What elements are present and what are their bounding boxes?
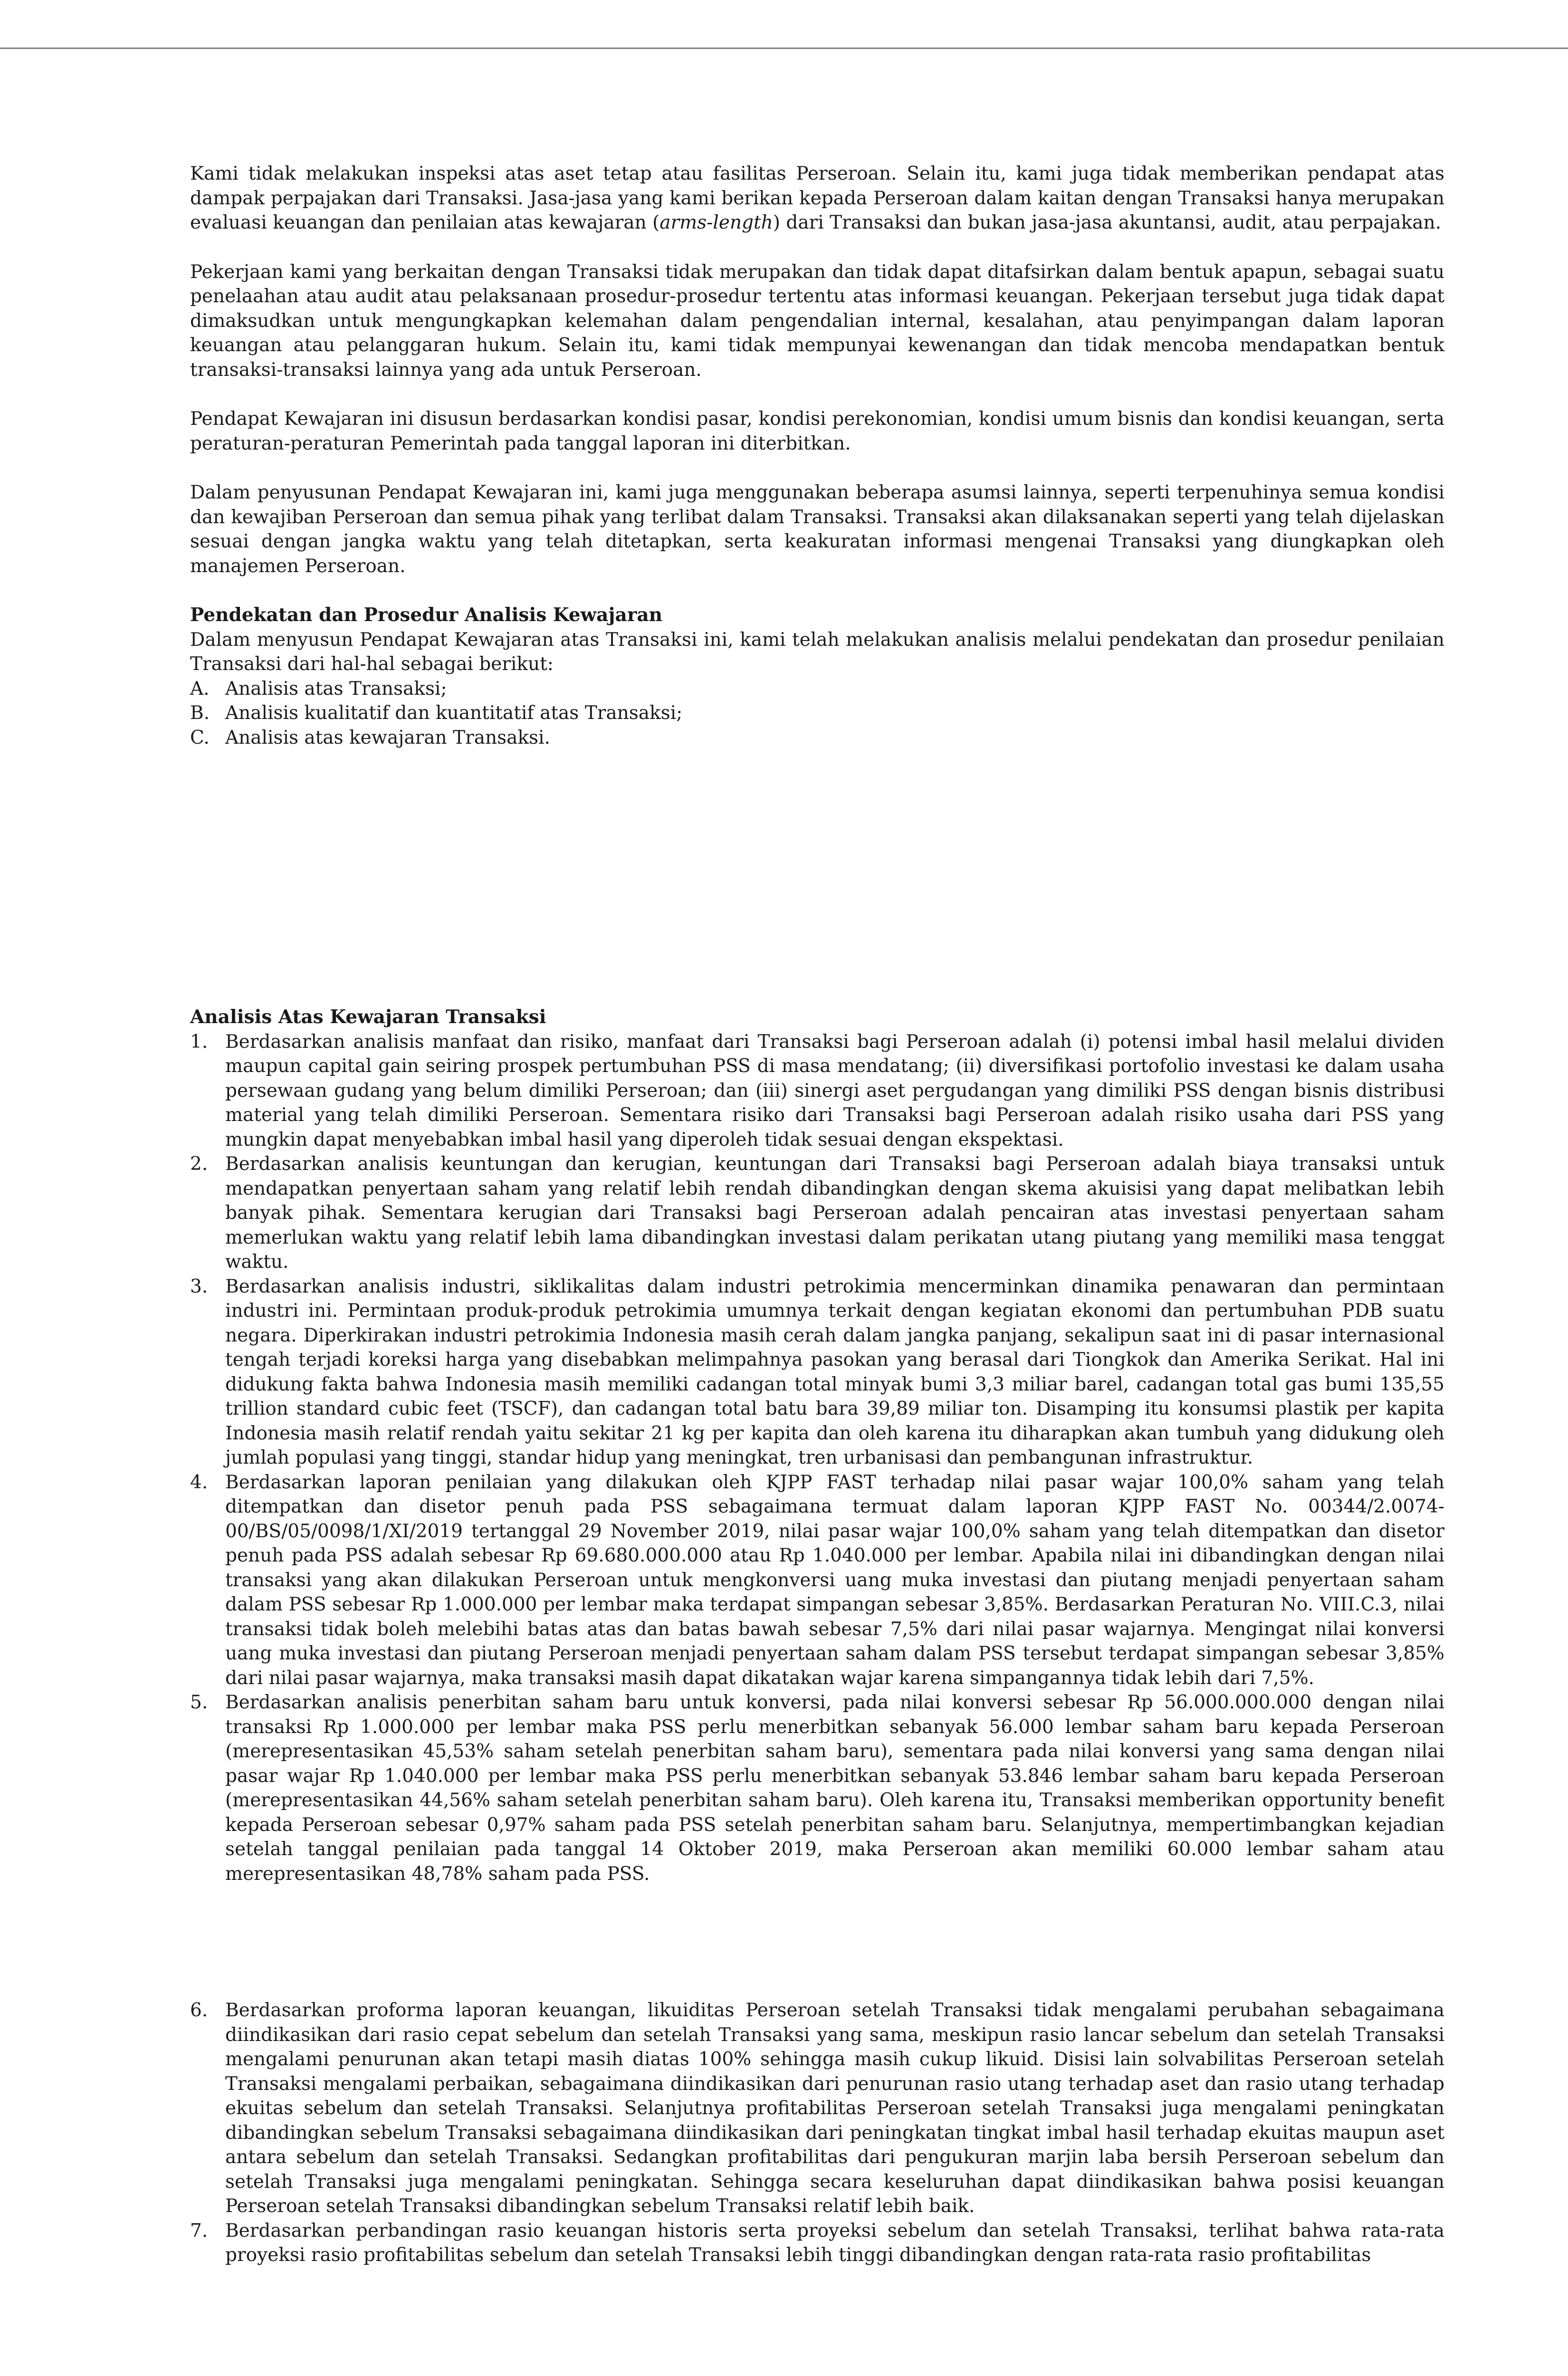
list-item: A. Analisis atas Transaksi; [190, 678, 447, 699]
list-item: 1. Berdasarkan analisis manfaat dan risiko, manfaat dari Transaksi bagi Perseroan adalah (i) potensi imbal hasil melalui dividen maupun capital gain seiring prospek pertumbuhan PSS di masa mendatang; (ii) diversifikasi portofolio investasi ke dalam usaha persewaan gudang yang belum dimiliki Perseroan; dan (iii) sinergi aset pergudangan yang dimiliki PSS dengan bisnis distribusi material yang telah dimiliki Perseroan. Sementara risiko dari Transaksi bagi Perseroan adalah risiko usaha dari PSS yang mungkin dapat menyebabkan imbal hasil yang diperoleh tidak sesuai dengan ekspektasi. [190, 1031, 1444, 1150]
paragraph-assumptions: Dalam penyusunan Pendapat Kewajaran ini, kami juga menggunakan beberapa asumsi lainnya, seperti terpenuhinya semua kondisi dan kewajiban Perseroan dan semua pihak yang terlibat dalam Transaksi. Transaksi akan dilaksanakan seperti yang telah dijelaskan sesuai dengan jangka waktu yang telah ditetapkan, serta keakuratan informasi mengenai Transaksi yang diungkapkan oleh manajemen Perseroan. [190, 482, 1444, 577]
list-item: 5. Berdasarkan analisis penerbitan saham baru untuk konversi, pada nilai konversi sebesar Rp 56.000.000.000 dengan nilai transaksi Rp 1.000.000 per lembar maka PSS perlu menerbitkan sebanyak 56.000 lembar saham baru kepada Perseroan (merepresentasikan 45,53% saham setelah penerbitan saham baru), sementara pada nilai konversi yang sama dengan nilai pasar wajar Rp 1.040.000 per lembar maka PSS perlu menerbitkan sebanyak 53.846 lembar saham baru kepada Perseroan (merepresentasikan 44,56% saham setelah penerbitan saham baru). Oleh karena itu, Transaksi memberikan opportunity benefit kepada Perseroan sebesar 0,97% saham pada PSS setelah penerbitan saham baru. Selanjutnya, mempertimbangkan kejadian setelah tanggal penilaian pada tanggal 14 Oktober 2019, maka Perseroan akan memiliki 60.000 lembar saham atau merepresentasikan 48,78% saham pada PSS. [190, 1692, 1444, 1885]
top-rule [0, 48, 1568, 49]
arms-length-term: arms-length [660, 212, 773, 233]
paragraph-scope: Pekerjaan kami yang berkaitan dengan Transaksi tidak merupakan dan tidak dapat ditafsirkan dalam bentuk apapun, sebagai suatu penelaahan atau audit atau pelaksanaan prosedur-prosedur tertentu atas informasi keuangan. Pekerjaan tersebut juga tidak dapat dimaksudkan untuk mengungkapkan kelemahan dalam pengendalian internal, kesalahan, atau penyimpangan dalam laporan keuangan atau pelanggaran hukum. Selain itu, kami tidak mempunyai kewenangan dan tidak mencoba mendapatkan bentuk transaksi-transaksi lainnya yang ada untuk Perseroan. [190, 261, 1444, 381]
fairness-section-continued [190, 1998, 1444, 2268]
fairness-section [190, 1005, 1444, 1886]
paragraph-basis: Pendapat Kewajaran ini disusun berdasarkan kondisi pasar, kondisi perekonomian, kondisi umum bisnis dan kondisi keuangan, serta peraturan-peraturan Pemerintah pada tanggal laporan ini diterbitkan. [190, 408, 1444, 454]
list-item: B. Analisis kualitatif dan kuantitatif atas Transaksi; [190, 702, 683, 724]
approach-text: Dalam menyusun Pendapat Kewajaran atas Transaksi ini, kami telah melakukan analisis melalui pendekatan dan prosedur penilaian Transaksi dari hal-hal sebagai berikut: [190, 629, 1444, 675]
list-item: 7. Berdasarkan perbandingan rasio keuangan historis serta proyeksi sebelum dan setelah Transaksi, terlihat bahwa rata-rata proyeksi rasio profitabilitas sebelum dan setelah Transaksi lebih tinggi dibandingkan dengan rata-rata rasio profitabilitas [190, 2220, 1444, 2266]
list-item: 2. Berdasarkan analisis keuntungan dan kerugian, keuntungan dari Transaksi bagi Perseroan adalah biaya transaksi untuk mendapatkan penyertaan saham yang relatif lebih rendah dibandingkan dengan skema akuisisi yang dapat melibatkan lebih banyak pihak. Sementara kerugian dari Transaksi bagi Perseroan adalah pencairan atas investasi penyertaan saham memerlukan waktu yang relatif lebih lama dibandingkan investasi dalam perikatan utang piutang yang memiliki masa tenggat waktu. [190, 1153, 1444, 1273]
list-item: 4. Berdasarkan laporan penilaian yang dilakukan oleh KJPP FAST terhadap nilai pasar wajar 100,0% saham yang telah ditempatkan dan disetor penuh pada PSS sebagaimana termuat dalam laporan KJPP FAST No. 00344/2.0074-00/BS/05/0098/1/XI/2019 tertanggal 29 November 2019, nilai pasar wajar 100,0% saham yang telah ditempatkan dan disetor penuh pada PSS adalah sebesar Rp 69.680.000.000 atau Rp 1.040.000 per lembar. Apabila nilai ini dibandingkan dengan nilai transaksi yang akan dilakukan Perseroan untuk mengkonversi uang muka investasi dan piutang menjadi penyertaan saham dalam PSS sebesar Rp 1.000.000 per lembar maka terdapat simpangan sebesar 3,85%. Berdasarkan Peraturan No. VIII.C.3, nilai transaksi tidak boleh melebihi batas atas dan batas bawah sebesar 7,5% dari nilai pasar wajarnya. Mengingat nilai konversi uang muka investasi dan piutang Perseroan menjadi penyertaan saham dalam PSS tersebut terdapat simpangan sebesar 3,85% dari nilai pasar wajarnya, maka transaksi masih dapat dikatakan wajar karena simpangannya tidak lebih dari 7,5%. [190, 1471, 1444, 1689]
list-item: C. Analisis atas kewajaran Transaksi. [190, 727, 550, 748]
paragraph-inspection: Kami tidak melakukan inspeksi atas aset tetap atau fasilitas Perseroan. Selain itu, kami juga tidak memberikan pendapat atas dampak perpajakan dari Transaksi. Jasa-jasa yang kami berikan kepada Perseroan dalam kaitan dengan Transaksi hanya merupakan evaluasi keuangan dan penilaian atas kewajaran (arms-length) dari Transaksi dan bukan jasa-jasa akuntansi, audit, atau perpajakan. [190, 163, 1444, 233]
fairness-heading: Analisis Atas Kewajaran Transaksi [190, 1006, 546, 1028]
list-item: 6. Berdasarkan proforma laporan keuangan, likuiditas Perseroan setelah Transaksi tidak mengalami perubahan sebagaimana diindikasikan dari rasio cepat sebelum dan setelah Transaksi yang sama, meskipun rasio lancar sebelum dan setelah Transaksi mengalami penurunan akan tetapi masih diatas 100% sehingga masih cukup likuid. Disisi lain solvabilitas Perseroan setelah Transaksi mengalami perbaikan, sebagaimana diindikasikan dari penurunan rasio utang terhadap aset dan rasio utang terhadap ekuitas sebelum dan setelah Transaksi. Selanjutnya profitabilitas Perseroan setelah Transaksi juga mengalami peningkatan dibandingkan sebelum Transaksi sebagaimana diindikasikan dari peningkatan tingkat imbal hasil terhadap ekuitas maupun aset antara sebelum dan setelah Transaksi. Sedangkan profitabilitas dari pengukuran marjin laba bersih Perseroan sebelum dan setelah Transaksi juga mengalami peningkatan. Sehingga secara keseluruhan dapat diindikasikan bahwa posisi keuangan Perseroan setelah Transaksi dibandingkan sebelum Transaksi relatif lebih baik. [190, 2000, 1444, 2217]
approach-heading: Pendekatan dan Prosedur Analisis Kewajaran [190, 604, 662, 626]
intro-section [190, 162, 1444, 750]
approach-list [190, 677, 1444, 750]
fairness-list [190, 1030, 1444, 1887]
list-item: 3. Berdasarkan analisis industri, siklikalitas dalam industri petrokimia mencerminkan dinamika penawaran dan permintaan industri ini. Permintaan produk-produk petrokimia umumnya terkait dengan kegiatan ekonomi dan pertumbuhan PDB suatu negara. Diperkirakan industri petrokimia Indonesia masih cerah dalam jangka panjang, sekalipun saat ini di pasar internasional tengah terjadi koreksi harga yang disebabkan melimpahnya pasokan yang berasal dari Tiongkok dan Amerika Serikat. Hal ini didukung fakta bahwa Indonesia masih memiliki cadangan total minyak bumi 3,3 miliar barel, cadangan total gas bumi 135,55 trillion standard cubic feet (TSCF), dan cadangan total batu bara 39,89 miliar ton. Disamping itu konsumsi plastik per kapita Indonesia masih relatif rendah yaitu sekitar 21 kg per kapita dan oleh karena itu diharapkan akan tumbuh yang didukung oleh jumlah populasi yang tinggi, standar hidup yang meningkat, tren urbanisasi dan pembangunan infrastruktur. [190, 1275, 1444, 1468]
